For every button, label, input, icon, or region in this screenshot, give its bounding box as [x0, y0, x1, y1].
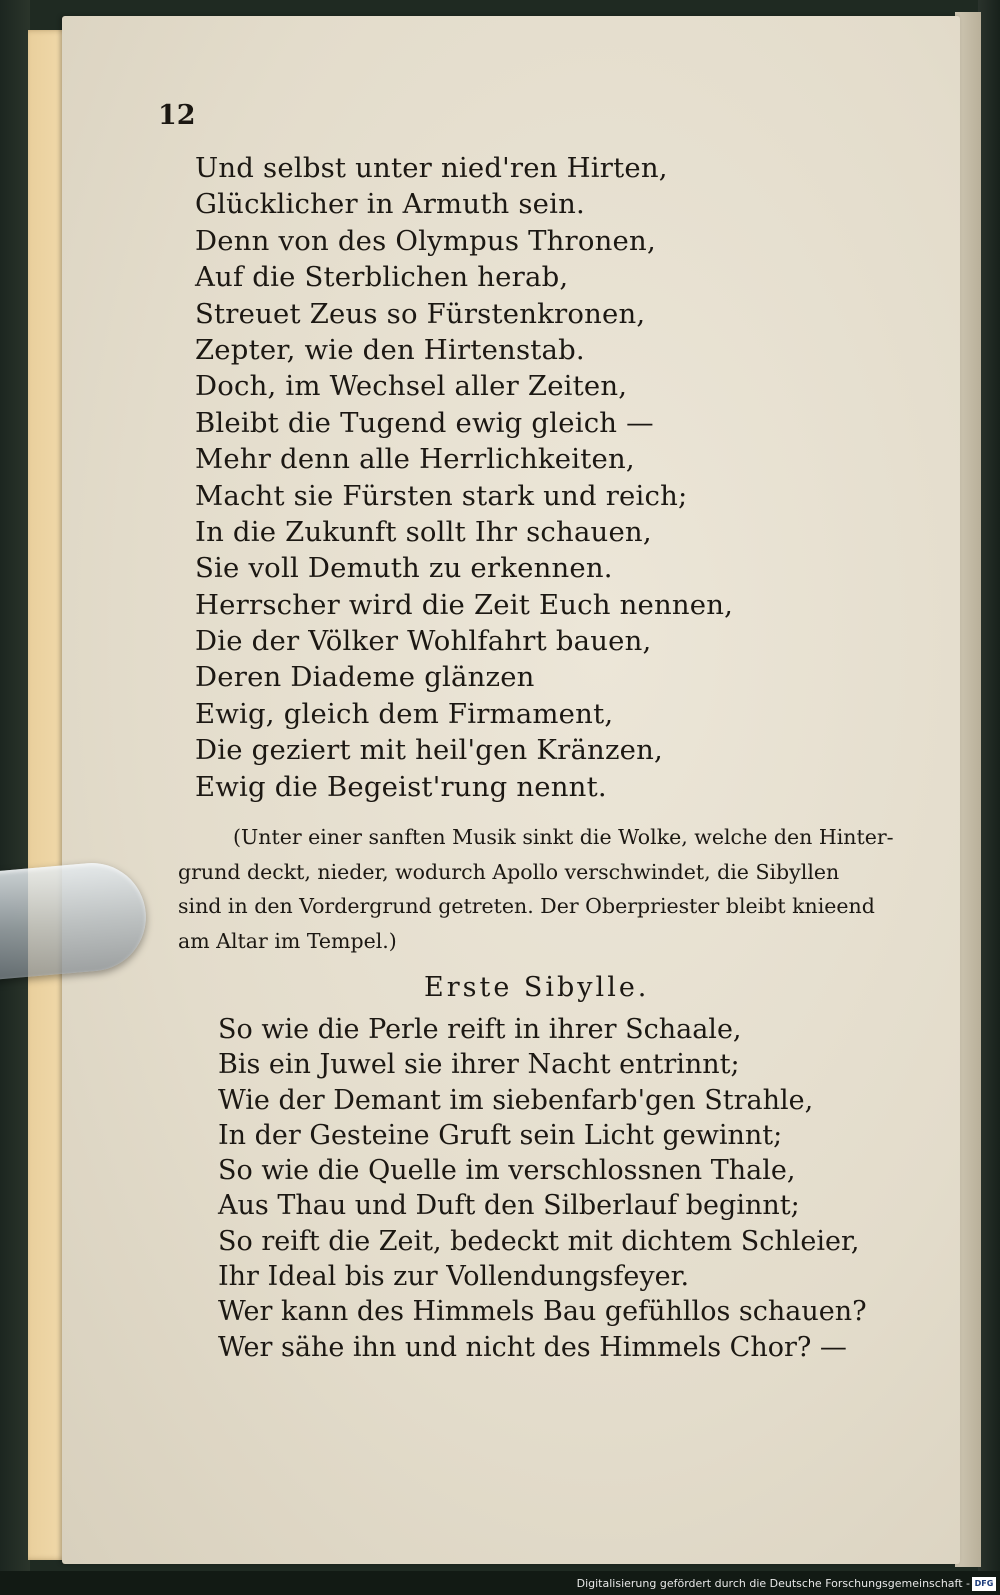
verse-line: Ewig die Begeist'rung nennt. [195, 770, 607, 803]
dfg-logo: DFG [972, 1577, 996, 1591]
verse-line: In der Gesteine Gruft sein Licht gewinnt; [218, 1119, 783, 1151]
verse-line: So reift die Zeit, bedeckt mit dichtem Schleier, [218, 1225, 860, 1257]
verse-line: Wer kann des Himmels Bau gefühllos schauen? [218, 1296, 867, 1328]
verse-line: So wie die Quelle im verschlossnen Thale, [218, 1155, 796, 1187]
verse-line: Ewig, gleich dem Firmament, [195, 697, 614, 730]
verse-line: Bleibt die Tugend ewig gleich — [195, 406, 654, 439]
verse-line: Deren Diademe glänzen [195, 661, 535, 694]
verse-line: Bis ein Juwel sie ihrer Nacht entrinnt; [218, 1049, 740, 1081]
stage-direction-line: grund deckt, nieder, wodurch Apollo verschwindet, die Sibyllen [178, 859, 840, 884]
verse-line: Mehr denn alle Herrlichkeiten, [195, 443, 635, 476]
verse-block [195, 150, 733, 805]
verse-line: Auf die Sterblichen herab, [195, 261, 569, 294]
verse-line: Die der Völker Wohlfahrt bauen, [195, 625, 652, 658]
verse-line: Aus Thau und Duft den Silberlauf beginnt; [218, 1190, 800, 1222]
verse-line: Die geziert mit heil'gen Kränzen, [195, 734, 663, 767]
scan-backdrop-right [978, 0, 1000, 1595]
verse-line: Denn von des Olympus Thronen, [195, 224, 656, 257]
verse-line: Macht sie Fürsten stark und reich; [195, 479, 688, 512]
page-number: 12 [158, 100, 196, 131]
scan-backdrop-left [0, 0, 30, 1595]
stage-direction [178, 820, 894, 958]
verse-line: Wie der Demant im siebenfarb'gen Strahle, [218, 1084, 814, 1116]
verse-line: Ihr Ideal bis zur Vollendungsfeyer. [218, 1261, 690, 1293]
verse-line: Glücklicher in Armuth sein. [195, 188, 585, 221]
verse-line: In die Zukunft sollt Ihr schauen, [195, 515, 652, 548]
stage-direction-line: am Altar im Tempel.) [178, 928, 397, 953]
verse-line: Streuet Zeus so Fürstenkronen, [195, 297, 646, 330]
verse-line: So wie die Perle reift in ihrer Schaale, [218, 1014, 742, 1045]
speaker-heading: Erste Sibylle. [424, 972, 650, 1003]
verse-block-sibyl [218, 1012, 867, 1365]
verse-line: Zepter, wie den Hirtenstab. [195, 333, 585, 366]
stage-direction-line: (Unter einer sanften Musik sinkt die Wolke, welche den Hinter- [233, 825, 894, 849]
verse-line: Sie voll Demuth zu erkennen. [195, 552, 613, 585]
verse-line: Und selbst unter nied'ren Hirten, [195, 152, 668, 184]
stage-direction-line: sind in den Vordergrund getreten. Der Oberpriester bleibt knieend [178, 894, 875, 918]
verse-line: Herrscher wird die Zeit Euch nennen, [195, 588, 734, 621]
verse-line: Wer sähe ihn und nicht des Himmels Chor? — [218, 1331, 847, 1363]
digitization-credit: Digitalisierung gefördert durch die Deutsche Forschungsgemeinschaft - [576, 1577, 970, 1590]
verse-line: Doch, im Wechsel aller Zeiten, [195, 370, 628, 403]
